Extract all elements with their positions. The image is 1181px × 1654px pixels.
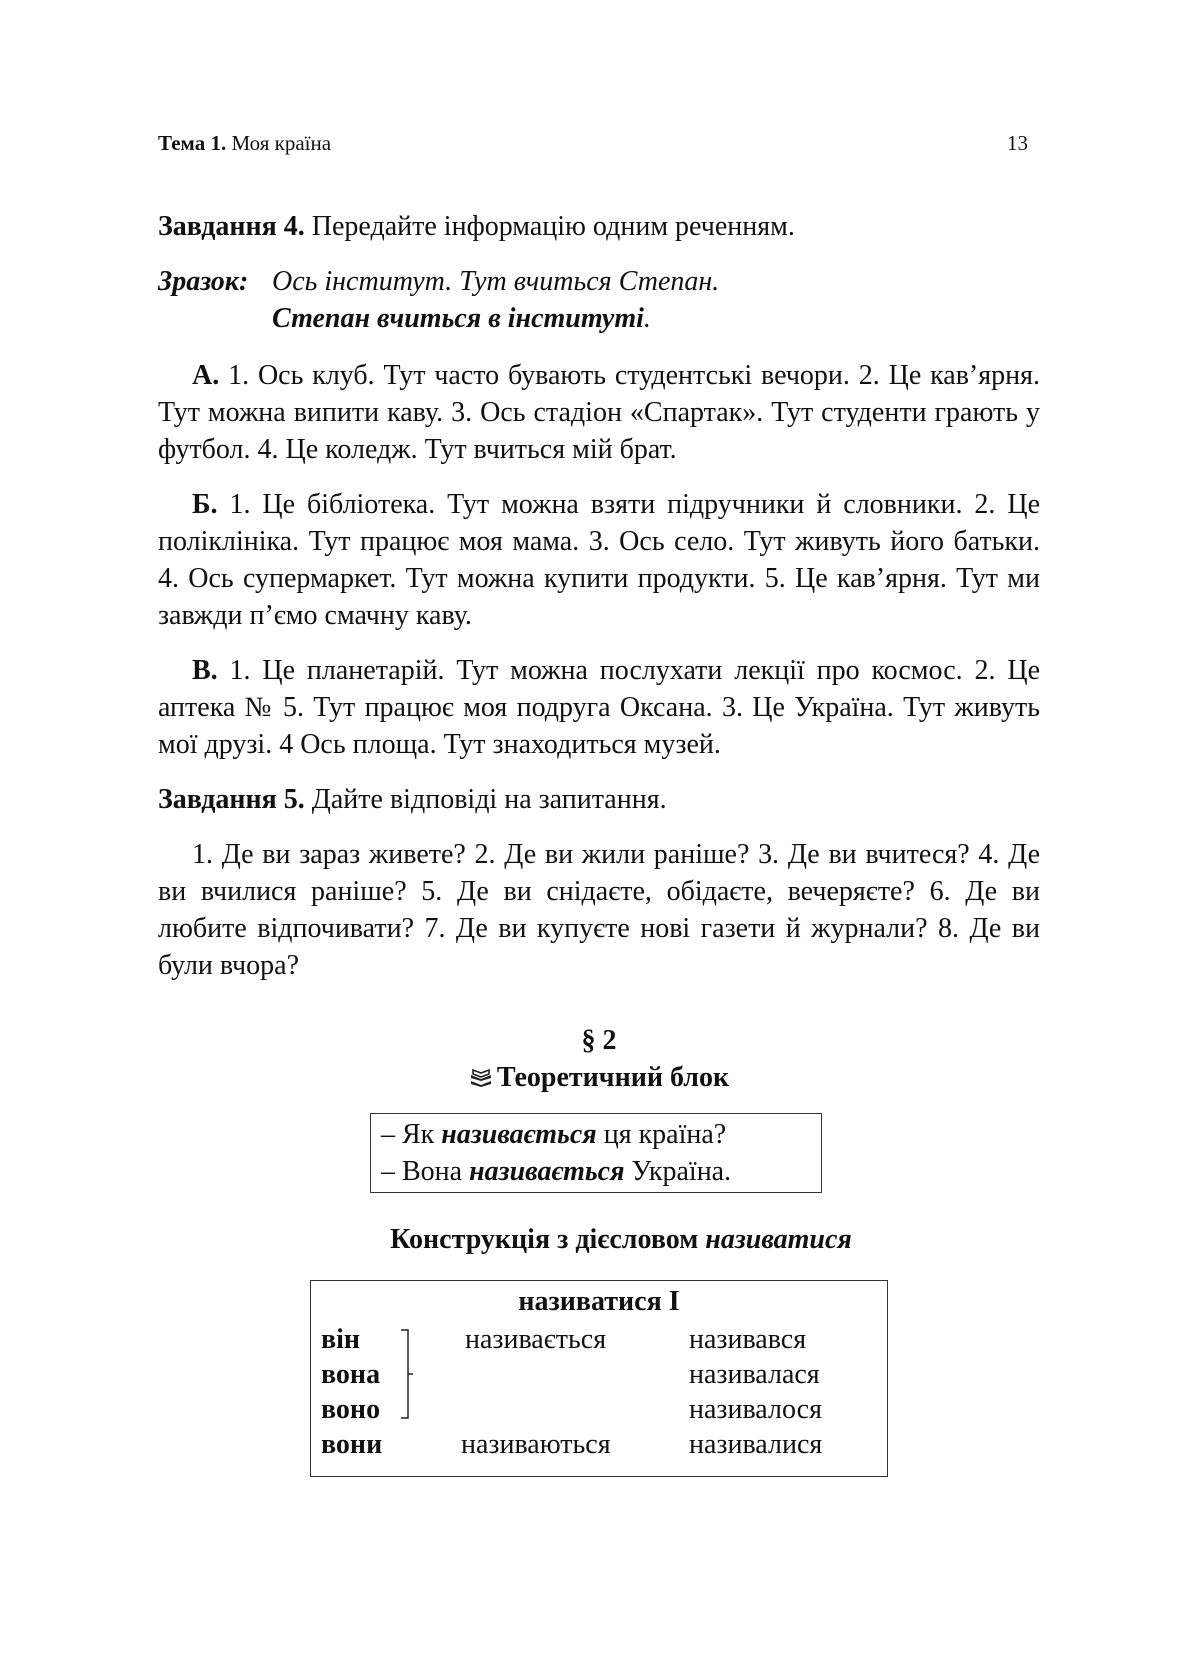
past-masculine: називався: [689, 1324, 807, 1355]
sample-line-2-text: Степан вчиться в інституті: [272, 303, 644, 334]
exercise-b-label: Б.: [192, 489, 218, 520]
sample-line-2-period: .: [643, 303, 651, 334]
exercise-b-text: 1. Це бібліотека. Тут можна взяти підручники й словники. 2. Це поліклініка. Тут працює моя мама. 3. Ось село. Тут живуть його батьки. 4. Ось супермаркет. Тут можна купити продукти. 5. Це кав’ярня. Тут ми завжди п’ємо смачну каву.: [158, 489, 1041, 631]
past-neuter: називалося: [689, 1394, 822, 1425]
topic-name: Моя країна: [231, 131, 332, 155]
dialog-1-pre: – Як: [381, 1119, 442, 1150]
past-plural: називалися: [689, 1429, 823, 1460]
dialog-2-post: Україна.: [624, 1156, 732, 1187]
topic-label: Тема 1.: [158, 131, 227, 155]
construction-heading: [202, 1221, 1040, 1258]
construction-label: Конструкція з дієсловом: [390, 1224, 699, 1255]
pronoun-vono: воно: [321, 1394, 381, 1425]
exercise-a-label: А.: [192, 360, 220, 391]
conjugation-table: [310, 1280, 888, 1477]
section-title: [158, 1059, 1040, 1096]
grouping-bracket: [399, 1328, 415, 1422]
exercise-b: [158, 486, 1040, 634]
dialog-2-verb: називається: [469, 1156, 625, 1187]
present-plural: називаються: [461, 1429, 611, 1460]
pronoun-vony: вони: [321, 1429, 383, 1460]
pronoun-vona: вона: [321, 1359, 381, 1390]
dialog-line-2: [381, 1153, 811, 1190]
dialog-line-1: [381, 1116, 811, 1153]
task-4-heading: [158, 208, 1040, 245]
task-5-label: Завдання 5.: [158, 784, 305, 815]
pronoun-vin: він: [321, 1324, 361, 1355]
task-4-text: Передайте інформацію одним реченням.: [311, 211, 795, 242]
sample-label: Зразок:: [158, 266, 249, 297]
exercise-a-text: 1. Ось клуб. Тут часто бувають студентські вечори. 2. Це кав’ярня. Тут можна випити каву. 3. Ось стадіон «Спартак». Тут студенти грають у футбол. 4. Це коледж. Тут вчиться мій брат.: [158, 360, 1040, 465]
dialog-2-pre: – Вона: [381, 1156, 470, 1187]
books-icon: [469, 1067, 493, 1087]
page-body: [158, 208, 1040, 1477]
sample-block: [158, 263, 1040, 300]
section-number: § 2: [581, 1025, 617, 1056]
dialog-1-post: ця країна?: [596, 1119, 727, 1150]
task-5-questions: 1. Де ви зараз живете? 2. Де ви жили раніше? 3. Де ви вчитеся? 4. Де ви вчилися раніше? 5. Де ви снідаєте, обідаєте, вечеряєте? 6. Де ви любите відпочивати? 7. Де ви купуєте нові газети й журнали? 8. Де ви були вчора?: [158, 839, 1040, 981]
dialog-1-verb: називається: [441, 1119, 597, 1150]
page: [158, 0, 1040, 1654]
task-5-heading: [158, 781, 1040, 818]
past-feminine: називалася: [689, 1359, 820, 1390]
page-number: 13: [1007, 131, 1028, 155]
present-singular: називається: [465, 1324, 607, 1355]
table-heading: називатися І: [518, 1286, 680, 1317]
sample-line-2: [272, 300, 1040, 337]
section-title-text: Теоретичний блок: [496, 1062, 730, 1093]
running-header: [158, 131, 1040, 156]
exercise-v-text: 1. Це планетарій. Тут можна послухати лекції про космос. 2. Це аптека № 5. Тут працює моя подруга Оксана. 3. Це Україна. Тут живуть мої друзі. 4 Ось площа. Тут знаходиться музей.: [158, 655, 1041, 760]
task-4-label: Завдання 4.: [158, 211, 305, 242]
task-5-text: Дайте відповіді на запитання.: [311, 784, 667, 815]
construction-verb: називатися: [705, 1224, 852, 1255]
dialog-box: [370, 1113, 822, 1193]
exercise-v-label: В.: [192, 655, 218, 686]
sample-line-1: Ось інститут. Тут вчиться Степан.: [272, 266, 720, 297]
exercise-v: [158, 652, 1040, 763]
exercise-a: [158, 357, 1040, 468]
